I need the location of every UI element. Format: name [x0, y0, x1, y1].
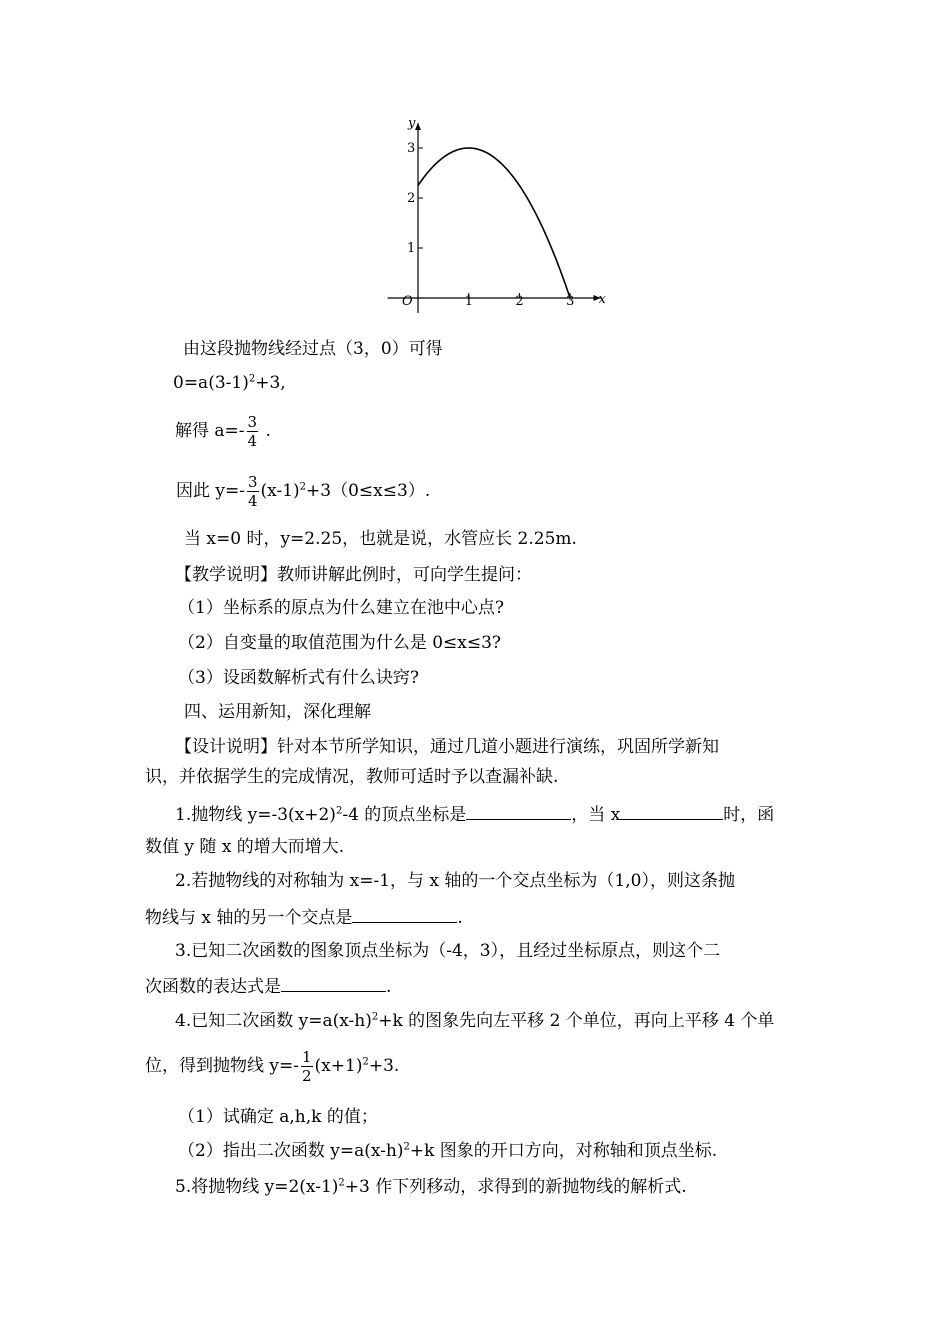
answer-blank[interactable] — [352, 904, 457, 923]
exercise-text: 位，得到抛物线 y=- — [145, 1056, 299, 1076]
exercise-text: （2）指出二次函数 y=a(x-h) — [178, 1141, 404, 1161]
fraction — [247, 413, 259, 450]
exercise-2-line-2 — [145, 904, 463, 929]
y-tick-label: 1 — [407, 241, 416, 256]
tick-marks — [407, 141, 574, 309]
exercise-text: . — [386, 977, 392, 997]
exercise-4-line-2 — [145, 1044, 399, 1088]
fraction-denominator: 4 — [247, 432, 258, 450]
fraction-numerator: 1 — [302, 1048, 312, 1066]
question-line-2: （2）自变量的取值范围为什么是 0≤x≤3? — [178, 633, 502, 653]
exercise-text: ，当 x — [571, 805, 621, 825]
exercise-text: 物线与 x 轴的另一个交点是 — [145, 908, 353, 928]
x-tick-label: 2 — [515, 294, 524, 309]
fraction-denominator: 4 — [248, 492, 258, 510]
exercise-text: +3 作下列移动，求得到的新抛物线的解析式. — [344, 1177, 687, 1197]
exercise-4-line-1 — [175, 1010, 774, 1032]
exercise-text: 4.已知二次函数 y=a(x-h) — [175, 1011, 372, 1031]
result-text: +3（0≤x≤3）. — [306, 481, 431, 501]
result-text: 因此 y=- — [176, 481, 245, 501]
result-text: (x-1) — [260, 481, 300, 501]
exercise-text: (x+1) — [314, 1056, 363, 1076]
exercise-3-line-1: 3.已知二次函数的图象顶点坐标为（-4，3），且经过坐标原点，则这个二 — [175, 941, 721, 961]
exponent: 2 — [248, 373, 256, 385]
exercise-4-sub-1: （1）试确定 a,h,k 的值； — [178, 1107, 378, 1127]
parabola-graph — [380, 108, 620, 328]
exercise-1-line-1 — [175, 801, 774, 826]
solve-line — [175, 409, 271, 453]
section-heading: 四、运用新知，深化理解 — [184, 702, 371, 722]
exercise-text: +3. — [368, 1056, 400, 1076]
exercise-text: 次函数的表达式是 — [145, 977, 281, 997]
fraction-numerator: 3 — [248, 473, 258, 491]
exponent: 2 — [338, 1177, 345, 1189]
design-note-line-2: 识，并依据学生的完成情况，教师可适时予以查漏补缺. — [145, 767, 559, 787]
text-line-1: 由这段抛物线经过点（3，0）可得 — [183, 339, 443, 359]
exercise-text: 5.将抛物线 y=2(x-1) — [175, 1177, 339, 1197]
question-line-3: （3）设函数解析式有什么诀窍? — [178, 668, 419, 688]
exercise-text: +k 图象的开口方向，对称轴和顶点坐标. — [409, 1141, 718, 1161]
origin-label: O — [402, 294, 413, 309]
equation-line — [173, 372, 286, 394]
exponent: 2 — [403, 1141, 410, 1153]
exponent: 2 — [335, 805, 343, 817]
y-axis-label: y — [408, 116, 416, 131]
exercise-text: +k 的图象先向左平移 2 个单位，再向上平移 4 个单 — [378, 1011, 775, 1031]
exercise-text: -4 的顶点坐标是 — [342, 805, 467, 825]
exercise-2-line-1: 2.若抛物线的对称轴为 x=-1，与 x 轴的一个交点坐标为（1,0），则这条抛 — [175, 871, 735, 891]
fraction — [301, 1048, 313, 1085]
fraction — [247, 473, 259, 510]
exponent: 2 — [362, 1056, 369, 1068]
x-axis-label: x — [598, 292, 606, 307]
solve-text-end: . — [265, 421, 271, 441]
exercise-text: . — [457, 908, 463, 928]
equation-text: 0=a(3-1) — [173, 373, 249, 393]
question-line-1: （1）坐标系的原点为什么建立在池中心点? — [178, 598, 504, 618]
solve-text: 解得 a=- — [175, 421, 245, 441]
x-tick-label: 3 — [566, 294, 575, 309]
exponent: 2 — [299, 481, 307, 493]
answer-blank[interactable] — [620, 801, 723, 820]
y-tick-label: 2 — [407, 191, 416, 206]
text-line-5: 当 x=0 时，y=2.25，也就是说，水管应长 2.25m. — [184, 529, 577, 549]
x-tick-label: 1 — [464, 294, 473, 309]
text-line-6: 【教学说明】教师讲解此例时，可向学生提问： — [175, 565, 532, 585]
result-line — [176, 469, 430, 513]
fraction-denominator: 2 — [302, 1067, 312, 1085]
exercise-4-sub-2 — [178, 1140, 717, 1162]
exercise-5-line-1 — [175, 1176, 687, 1198]
answer-blank[interactable] — [466, 801, 571, 820]
exercise-3-line-2 — [145, 973, 391, 998]
exercise-text: 时，函 — [723, 805, 775, 825]
equation-text: +3, — [255, 373, 286, 393]
exponent: 2 — [371, 1011, 379, 1023]
y-axis-arrow — [415, 123, 421, 130]
answer-blank[interactable] — [281, 973, 386, 992]
fraction-numerator: 3 — [247, 413, 258, 431]
exercise-text: 1.抛物线 y=-3(x+2) — [175, 805, 336, 825]
exercise-1-line-2: 数值 y 随 x 的增大而增大. — [145, 837, 345, 857]
parabola-curve — [418, 148, 570, 298]
axes — [388, 116, 607, 313]
design-note-line-1: 【设计说明】针对本节所学知识，通过几道小题进行演练，巩固所学新知 — [175, 737, 719, 757]
y-tick-label: 3 — [407, 141, 416, 156]
